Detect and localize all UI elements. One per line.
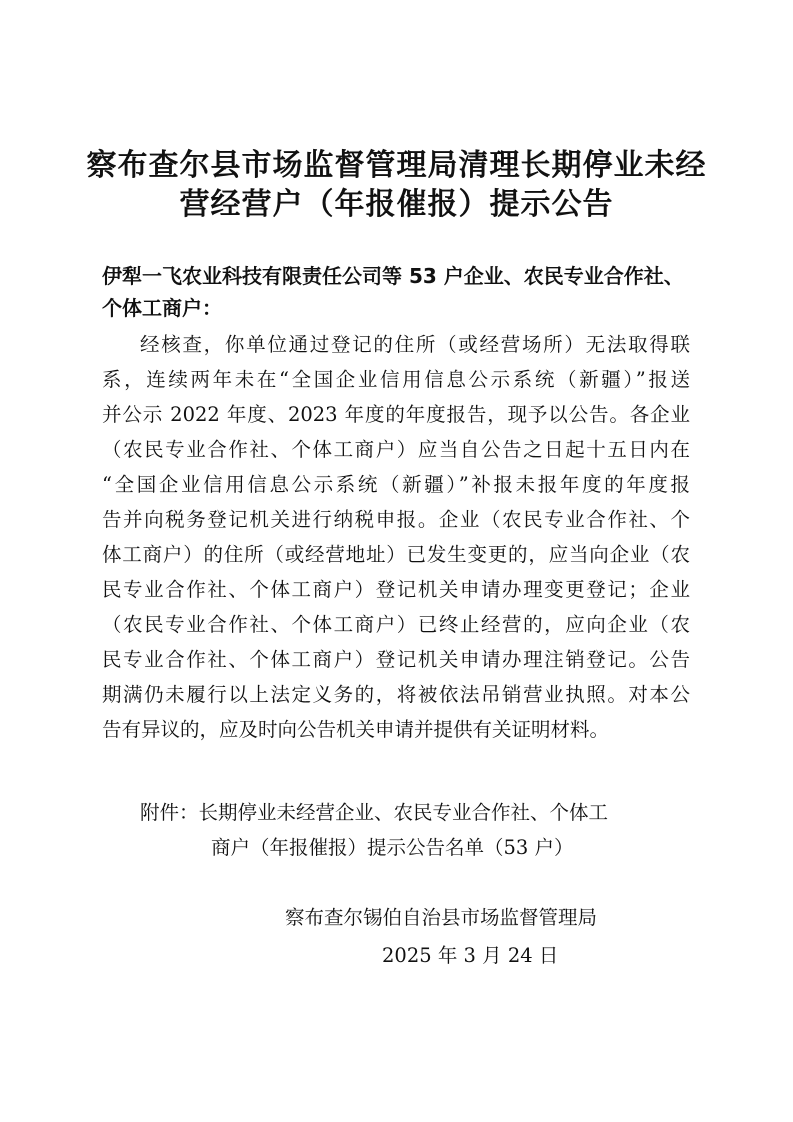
issuing-organization: 察布查尔锡伯自治县市场监督管理局 (285, 906, 598, 929)
body-paragraph-line: 民专业合作社、个体工商户）登记机关申请办理变更登记；企业 (102, 578, 690, 601)
body-paragraph-line: 并公示 2022 年度、2023 年度的年度报告，现予以公告。各企业 (102, 403, 690, 426)
addressee-line-1: 伊犁一飞农业科技有限责任公司等 53 户企业、农民专业合作社、 (102, 264, 684, 288)
body-paragraph-line: 体工商户）的住所（或经营地址）已发生变更的，应当向企业（农 (102, 543, 690, 566)
body-paragraph-line: 系，连续两年未在“全国企业信用信息公示系统（新疆）”报送 (102, 368, 690, 391)
body-paragraph-line: 期满仍未履行以上法定义务的，将被依法吊销营业执照。对本公 (102, 683, 690, 706)
document-title-line-2: 营经营户（年报催报）提示公告 (179, 187, 614, 222)
issue-date: 2025 年 3 月 24 日 (382, 944, 559, 967)
body-paragraph-line: 告并向税务登记机关进行纳税申报。企业（农民专业合作社、个 (102, 508, 690, 531)
body-paragraph-line: 民专业合作社、个体工商户）登记机关申请办理注销登记。公告 (102, 648, 690, 671)
addressee-line-2: 个体工商户： (102, 296, 222, 320)
body-paragraph-line: （农民专业合作社、个体工商户）应当自公告之日起十五日内在 (102, 438, 690, 461)
body-paragraph-line: 告有异议的，应及时向公告机关申请并提供有关证明材料。 (102, 718, 610, 741)
body-paragraph-line: （农民专业合作社、个体工商户）已终止经营的，应向企业（农 (102, 613, 690, 636)
attachment-line-2: 商户（年报催报）提示公告名单（53 户） (211, 836, 574, 859)
body-paragraph-line: “全国企业信用信息公示系统（新疆）”补报未报年度的年度报 (102, 473, 690, 496)
document-title-line-1: 察布查尔县市场监督管理局清理长期停业未经 (86, 148, 707, 183)
attachment-line-1: 附件：长期停业未经营企业、农民专业合作社、个体工 (140, 801, 609, 824)
body-paragraph-line: 经核查，你单位通过登记的住所（或经营场所）无法取得联 (140, 333, 690, 356)
